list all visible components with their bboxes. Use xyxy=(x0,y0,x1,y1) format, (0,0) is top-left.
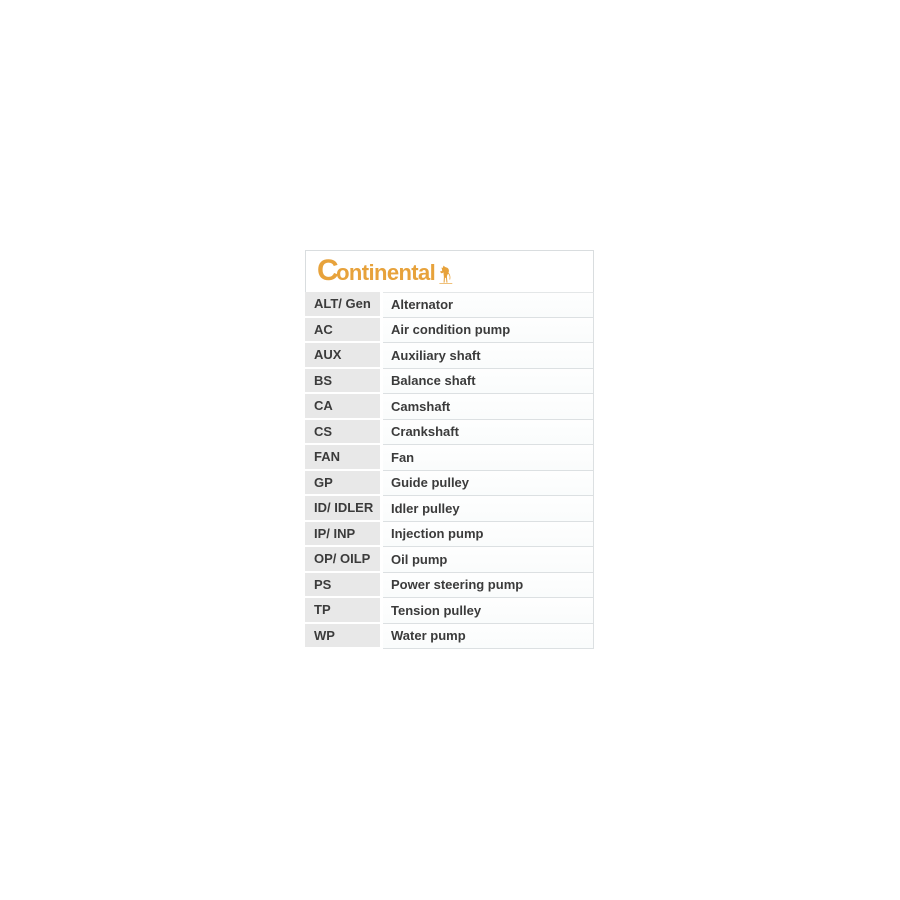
abbreviation-cell: OP/ OILP xyxy=(305,547,380,573)
table-row xyxy=(305,394,594,420)
description-cell: Balance shaft xyxy=(383,369,594,395)
table-row xyxy=(305,573,594,599)
description-cell: Air condition pump xyxy=(383,318,594,344)
description-cell: Injection pump xyxy=(383,522,594,548)
abbreviation-cell: TP xyxy=(305,598,380,624)
table-row xyxy=(305,598,594,624)
description-cell: Oil pump xyxy=(383,547,594,573)
description-cell: Crankshaft xyxy=(383,420,594,446)
legend-rows xyxy=(305,292,594,649)
table-row xyxy=(305,522,594,548)
table-row xyxy=(305,624,594,650)
table-row xyxy=(305,292,594,318)
continental-logo-text: ontinental xyxy=(336,260,436,285)
abbreviation-cell: BS xyxy=(305,369,380,395)
table-row xyxy=(305,496,594,522)
table-row xyxy=(305,471,594,497)
continental-logo-first-letter: C xyxy=(317,254,339,287)
description-cell: Idler pulley xyxy=(383,496,594,522)
table-row xyxy=(305,445,594,471)
table-row xyxy=(305,547,594,573)
description-cell: Guide pulley xyxy=(383,471,594,497)
brand-header xyxy=(305,250,594,292)
abbreviation-cell: ID/ IDLER xyxy=(305,496,380,522)
table-row xyxy=(305,318,594,344)
rearing-horse-icon xyxy=(438,265,453,284)
description-cell: Tension pulley xyxy=(383,598,594,624)
continental-logo xyxy=(317,254,453,287)
abbreviation-cell: CS xyxy=(305,420,380,446)
description-cell: Water pump xyxy=(383,624,594,650)
table-row xyxy=(305,369,594,395)
abbreviation-cell: GP xyxy=(305,471,380,497)
abbreviation-cell: WP xyxy=(305,624,380,650)
abbreviation-cell: FAN xyxy=(305,445,380,471)
legend-table xyxy=(305,250,594,649)
abbreviation-cell: PS xyxy=(305,573,380,599)
description-cell: Fan xyxy=(383,445,594,471)
abbreviation-cell: ALT/ Gen xyxy=(305,292,380,318)
table-row xyxy=(305,420,594,446)
abbreviation-cell: AC xyxy=(305,318,380,344)
description-cell: Auxiliary shaft xyxy=(383,343,594,369)
abbreviation-cell: AUX xyxy=(305,343,380,369)
abbreviation-cell: CA xyxy=(305,394,380,420)
description-cell: Alternator xyxy=(383,292,594,318)
table-row xyxy=(305,343,594,369)
description-cell: Camshaft xyxy=(383,394,594,420)
abbreviation-cell: IP/ INP xyxy=(305,522,380,548)
description-cell: Power steering pump xyxy=(383,573,594,599)
